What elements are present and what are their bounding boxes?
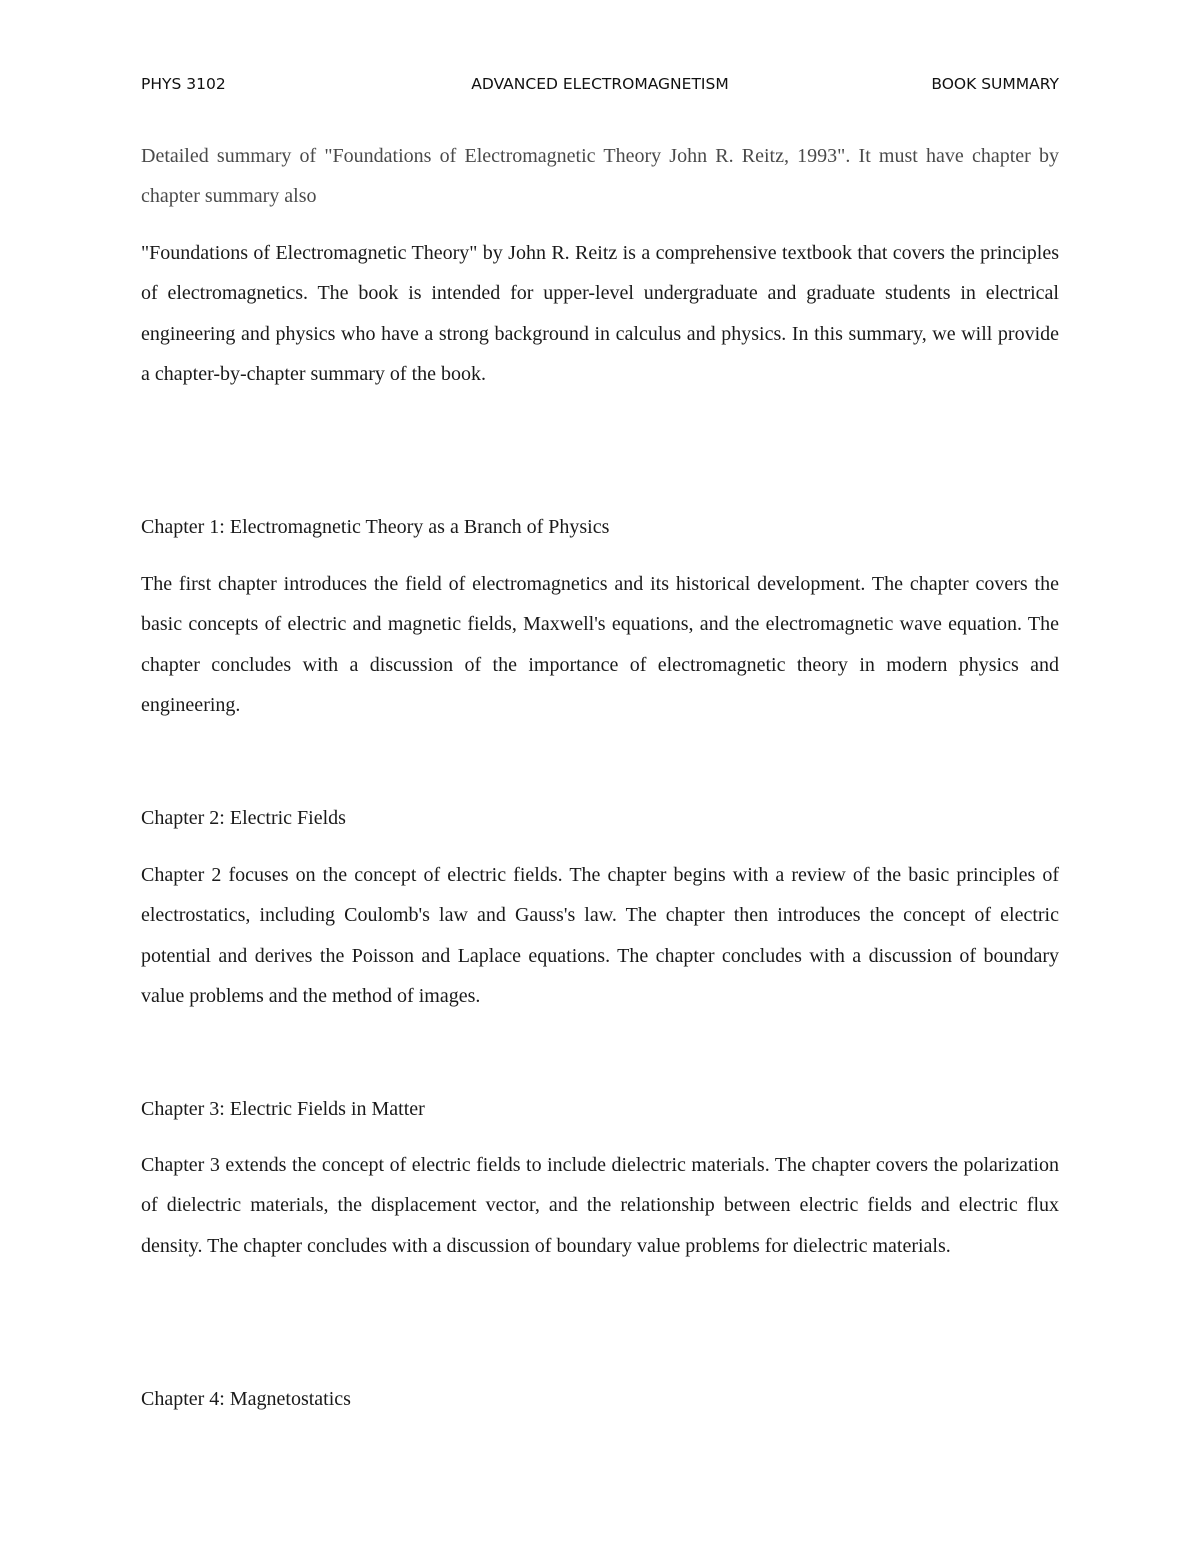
chapter-3-body: Chapter 3 extends the concept of electric fields to include dielectric materials. The chapter covers the polarization of dielectric materials, the displacement vector, and the relationship between electric fields and electric flux density. The chapter concludes with a discussion of boundary value problems for dielectric materials. bbox=[141, 1154, 1059, 1257]
chapter-2-heading: Chapter 2: Electric Fields bbox=[141, 807, 346, 829]
chapter-1-heading: Chapter 1: Electromagnetic Theory as a Branch of Physics bbox=[141, 516, 610, 538]
chapter-2-body: Chapter 2 focuses on the concept of electric fields. The chapter begins with a review of the basic principles of electrostatics, including Coulomb's law and Gauss's law. The chapter then introduces the concept of electric potential and derives the Poisson and Laplace equations. The chapter concludes with a discussion of boundary value problems and the method of images. bbox=[141, 864, 1059, 1008]
intro-paragraph: "Foundations of Electromagnetic Theory" by John R. Reitz is a comprehensive textbook that covers the principles of electromagnetics. The book is intended for upper-level undergraduate and graduate students in electrical engineering and physics who have a strong background in calculus and physics. In this summary, we will provide a chapter-by-chapter summary of the book. bbox=[141, 242, 1059, 386]
header-course-title: ADVANCED ELECTROMAGNETISM bbox=[471, 75, 729, 93]
chapter-1-body: The first chapter introduces the field of electromagnetics and its historical development. The chapter covers the basic concepts of electric and magnetic fields, Maxwell's equations, and the electromagnetic wave equation. The chapter concludes with a discussion of the importance of electromagnetic theory in modern physics and engineering. bbox=[141, 573, 1059, 717]
header-doc-type: BOOK SUMMARY bbox=[931, 75, 1059, 93]
chapter-3-heading: Chapter 3: Electric Fields in Matter bbox=[141, 1098, 425, 1120]
chapter-4-heading: Chapter 4: Magnetostatics bbox=[141, 1388, 351, 1410]
page-header bbox=[141, 75, 1059, 99]
prompt-text: Detailed summary of "Foundations of Electromagnetic Theory John R. Reitz, 1993". It must have chapter by chapter summary also bbox=[141, 145, 1059, 208]
header-course-code: PHYS 3102 bbox=[141, 75, 226, 93]
